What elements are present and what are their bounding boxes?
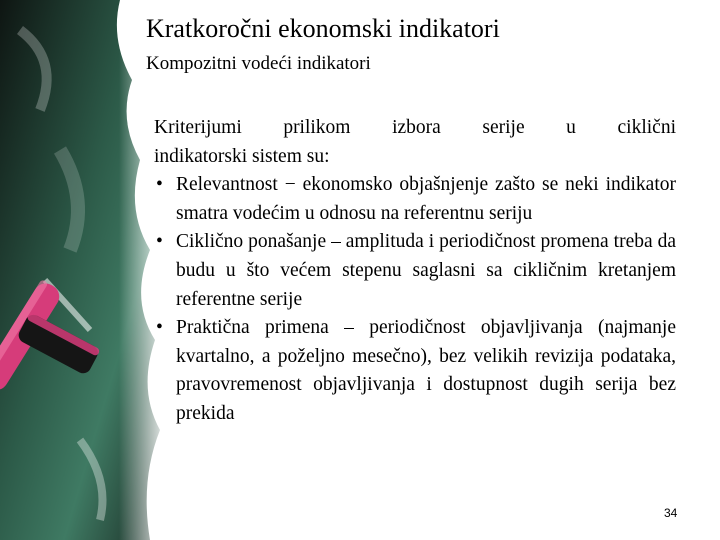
slide-title: Kratkoročni ekonomski indikatori bbox=[146, 14, 500, 43]
slide-body bbox=[154, 114, 676, 429]
bullet-icon: • bbox=[156, 317, 163, 339]
intro-paragraph bbox=[154, 114, 676, 171]
slide-subtitle: Kompozitni vodeći indikatori bbox=[146, 53, 371, 74]
list-item-text: Praktična primena – periodičnost objavljivanja (najmanje kvartalno, a poželjno mesečno), bez velikih revizija podataka, pravovremenost objavljivanja i dostupnost dugih serija bez prekida bbox=[176, 317, 676, 424]
page-number: 34 bbox=[664, 506, 678, 520]
bullet-icon: • bbox=[156, 174, 163, 196]
list-item bbox=[154, 171, 676, 228]
list-item-text: Relevantnost − ekonomsko objašnjenje zašto se neki indikator smatra vodećim u odnosu na referentnu seriju bbox=[176, 174, 676, 224]
list-item bbox=[154, 314, 676, 428]
criteria-list bbox=[154, 171, 676, 428]
list-item bbox=[154, 228, 676, 314]
intro-line-1: Kriterijumi prilikom izbora serije u ciklični bbox=[154, 117, 676, 138]
bullet-icon: • bbox=[156, 231, 163, 253]
intro-line-2: indikatorski sistem su: bbox=[154, 145, 330, 167]
list-item-text: Ciklično ponašanje – amplituda i periodičnost promena treba da budu u što većem stepenu saglasni sa cikličnim kretanjem referentne serije bbox=[176, 231, 676, 310]
chalkboard-decoration-image bbox=[0, 0, 170, 540]
